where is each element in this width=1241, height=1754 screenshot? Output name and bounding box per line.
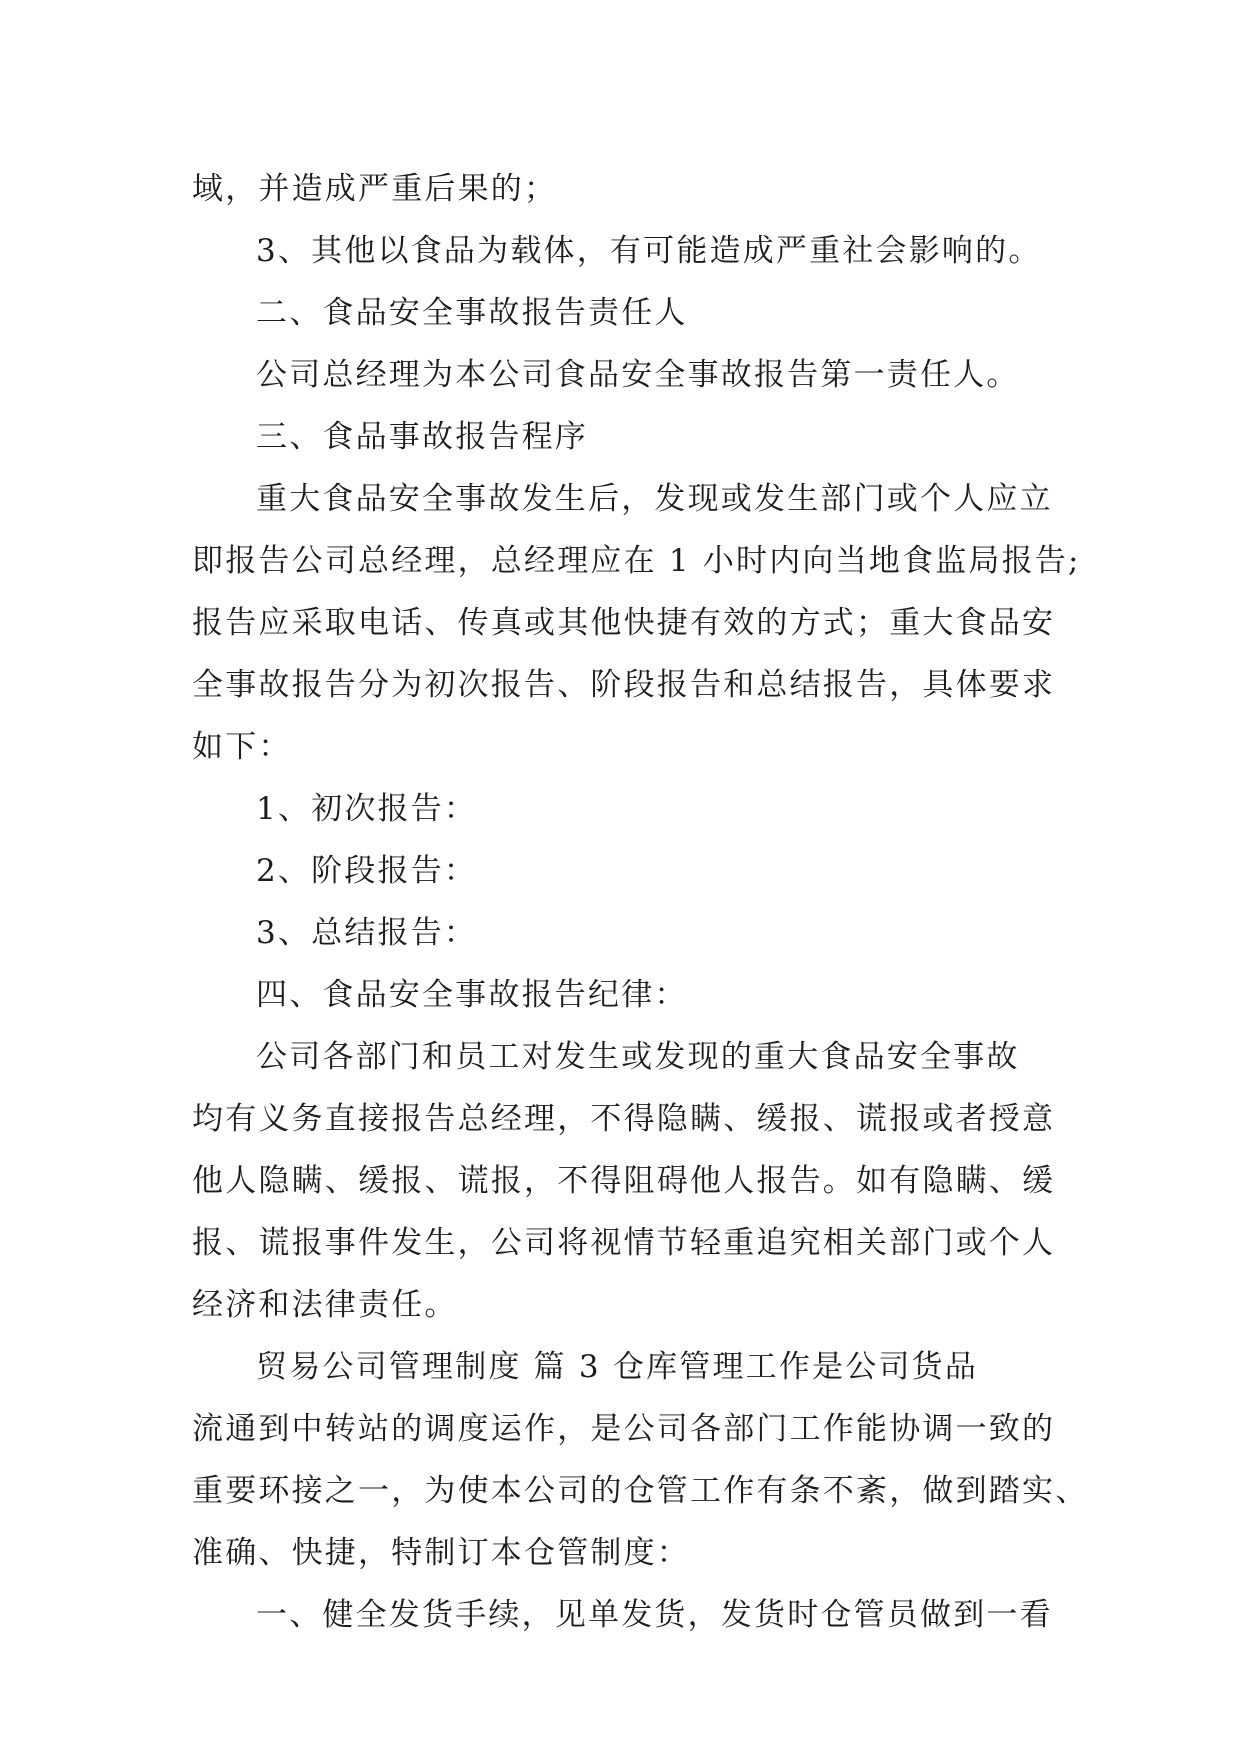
text-line: 准确、快捷，特制订本仓管制度： bbox=[192, 1535, 690, 1571]
text-line: 重大食品安全事故发生后，发现或发生部门或个人应立 bbox=[256, 481, 1053, 517]
text-line: 流通到中转站的调度运作，是公司各部门工作能协调一致的 bbox=[192, 1411, 1056, 1447]
text-line: 1、初次报告： bbox=[256, 791, 478, 827]
text-line: 3、总结报告： bbox=[256, 915, 478, 951]
text-line: 3、其他以食品为载体，有可能造成严重社会影响的。 bbox=[256, 233, 1042, 269]
text-line: 一、健全发货手续，见单发货，发货时仓管员做到一看 bbox=[256, 1597, 1053, 1633]
text-line: 域，并造成严重后果的； bbox=[192, 171, 558, 207]
text-line: 如下： bbox=[192, 729, 292, 765]
text-line: 二、食品安全事故报告责任人 bbox=[256, 295, 688, 331]
text-line: 他人隐瞒、缓报、谎报，不得阻碍他人报告。如有隐瞒、缓 bbox=[192, 1163, 1056, 1199]
text-line: 公司总经理为本公司食品安全事故报告第一责任人。 bbox=[256, 357, 1020, 393]
text-line: 即报告公司总经理，总经理应在 1 小时内向当地食监局报告; bbox=[192, 543, 1081, 579]
document-body bbox=[192, 158, 1089, 1646]
text-line: 经济和法律责任。 bbox=[192, 1287, 458, 1323]
text-line: 全事故报告分为初次报告、阶段报告和总结报告，具体要求 bbox=[192, 667, 1056, 703]
text-line: 四、食品安全事故报告纪律： bbox=[256, 977, 688, 1013]
text-line: 贸易公司管理制度 篇 3 仓库管理工作是公司货品 bbox=[256, 1349, 979, 1385]
text-line: 报告应采取电话、传真或其他快捷有效的方式；重大食品安 bbox=[192, 605, 1056, 641]
text-line: 报、谎报事件发生，公司将视情节轻重追究相关部门或个人 bbox=[192, 1225, 1056, 1261]
text-line: 三、食品事故报告程序 bbox=[256, 419, 588, 455]
text-line: 公司各部门和员工对发生或发现的重大食品安全事故 bbox=[256, 1039, 1020, 1075]
text-line: 均有义务直接报告总经理，不得隐瞒、缓报、谎报或者授意 bbox=[192, 1101, 1056, 1137]
text-line: 2、阶段报告： bbox=[256, 853, 478, 889]
text-line: 重要环接之一，为使本公司的仓管工作有条不紊，做到踏实、 bbox=[192, 1473, 1089, 1509]
